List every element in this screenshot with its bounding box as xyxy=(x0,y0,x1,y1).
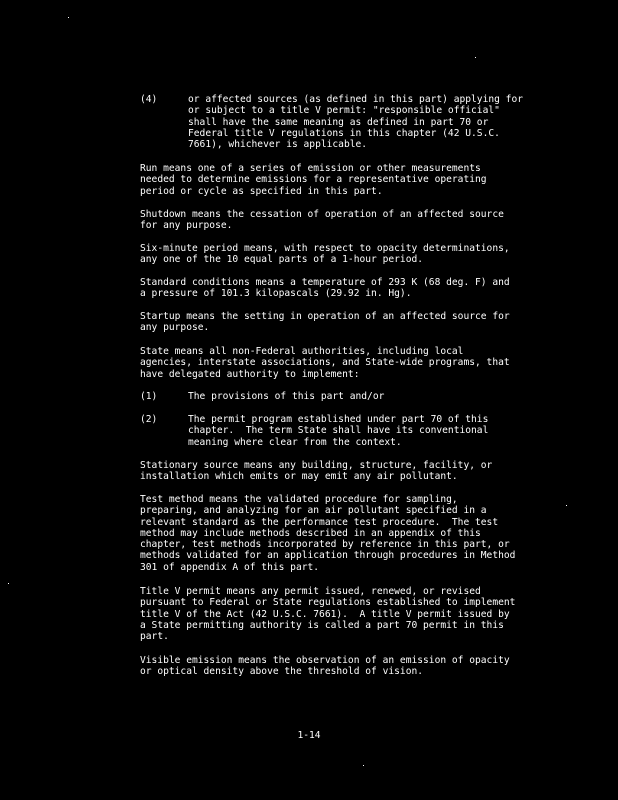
text-line: Visible emission means the observation of an emission of opacity xyxy=(140,655,510,666)
definition-state xyxy=(140,346,560,380)
text-line: agencies, interstate associations, and State-wide programs, that xyxy=(140,357,510,369)
text-line: Title V permit means any permit issued, renewed, or revised xyxy=(140,586,481,597)
scan-speck xyxy=(566,505,567,506)
text-line: chapter. The term State shall have its conventional xyxy=(188,425,489,437)
item-4 xyxy=(140,94,560,150)
text-line: or affected sources (as defined in this part) applying for xyxy=(188,94,524,105)
definition-six-minute-period xyxy=(140,243,560,266)
text-line: installation which emits or may emit any air pollutant. xyxy=(140,471,458,483)
text-line: have delegated authority to implement: xyxy=(140,368,360,380)
text-line: title V of the Act (42 U.S.C. 7661). A title V permit issued by xyxy=(140,608,510,620)
text-line: chapter, test methods incorporated by reference in this part, or xyxy=(140,539,510,551)
text-line: any one of the 10 equal parts of a 1-hour period. xyxy=(140,254,424,266)
text-line: Stationary source means any building, structure, facility, or xyxy=(140,460,493,471)
text-line: a State permitting authority is called a part 70 permit in this xyxy=(140,619,504,631)
text-line: preparing, and analyzing for an air pollutant specified in a xyxy=(140,505,487,517)
text-line: 7661), whichever is applicable. xyxy=(188,139,368,151)
text-line: State means all non-Federal authorities, including local xyxy=(140,346,464,357)
definition-visible-emission xyxy=(140,655,560,678)
text-line: meaning where clear from the context. xyxy=(188,436,402,448)
text-line: 301 of appendix A of this part. xyxy=(140,561,320,573)
text-line: Startup means the setting in operation of an affected source for xyxy=(140,311,510,322)
item-4-number: (4) xyxy=(140,94,158,105)
text-line: needed to determine emissions for a representative operating xyxy=(140,174,487,186)
text-line: shall have the same meaning as defined in part 70 or xyxy=(188,116,489,128)
text-line: or subject to a title V permit: "responsible official" xyxy=(188,105,500,117)
scan-speck xyxy=(475,57,476,58)
text-line: Test method means the validated procedure for sampling, xyxy=(140,494,458,505)
definition-title-v-permit xyxy=(140,586,560,642)
text-line: part. xyxy=(140,631,169,643)
text-line: Standard conditions means a temperature of 293 K (68 deg. F) and xyxy=(140,277,510,288)
text-line: method may include methods described in an appendix of this xyxy=(140,527,481,539)
state-item-1 xyxy=(140,391,560,402)
definition-test-method xyxy=(140,494,560,573)
definition-startup xyxy=(140,311,560,334)
scan-speck xyxy=(363,765,364,766)
text-line: The provisions of this part and/or xyxy=(188,391,385,402)
page-number: 1-14 xyxy=(297,730,321,741)
text-line: for any purpose. xyxy=(140,220,233,232)
definition-stationary-source xyxy=(140,460,560,483)
state-item-1-number: (1) xyxy=(140,391,158,402)
text-line: methods validated for an application through procedures in Method xyxy=(140,550,516,562)
text-line: a pressure of 101.3 kilopascals (29.92 in. Hg). xyxy=(140,288,412,300)
text-line: Six-minute period means, with respect to opacity determinations, xyxy=(140,243,510,254)
text-line: Run means one of a series of emission or other measurements xyxy=(140,163,481,174)
text-line: period or cycle as specified in this part. xyxy=(140,185,383,197)
definition-run xyxy=(140,163,560,197)
scan-speck xyxy=(68,17,69,18)
state-item-2-number: (2) xyxy=(140,414,158,425)
text-line: Federal title V regulations in this chapter (42 U.S.C. xyxy=(188,127,500,139)
definition-shutdown xyxy=(140,209,560,232)
text-line: Shutdown means the cessation of operation of an affected source xyxy=(140,209,504,220)
scan-speck xyxy=(8,583,9,584)
text-line: any purpose. xyxy=(140,322,210,334)
definition-standard-conditions xyxy=(140,277,560,300)
text-line: pursuant to Federal or State regulations established to implement xyxy=(140,597,516,609)
text-line: or optical density above the threshold of vision. xyxy=(140,666,424,678)
text-line: relevant standard as the performance test procedure. The test xyxy=(140,516,499,528)
text-line: The permit program established under part 70 of this xyxy=(188,414,489,425)
state-item-2 xyxy=(140,414,560,448)
